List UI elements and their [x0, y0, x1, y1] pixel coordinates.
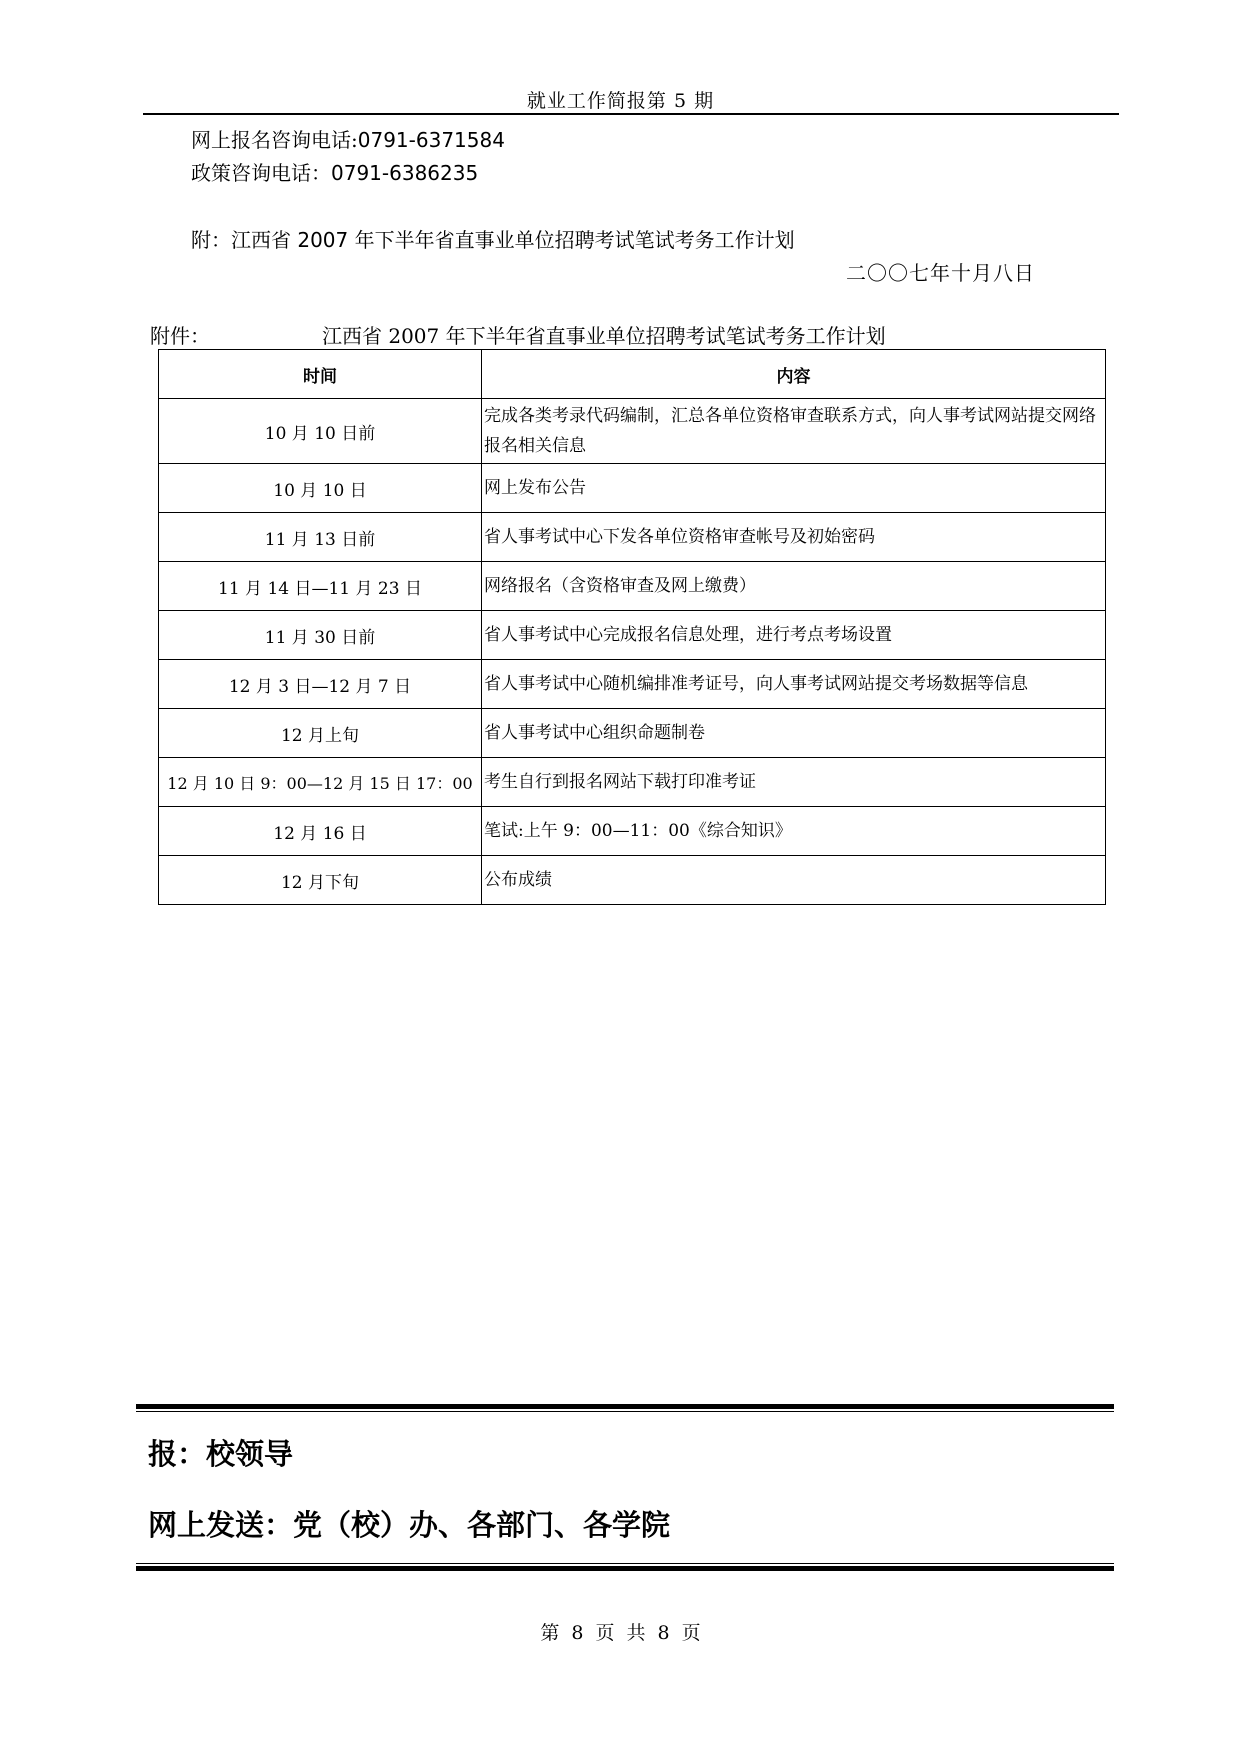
row-time: 12 月 3 日—12 月 7 日 [159, 660, 482, 709]
attachment-note-prefix: 附：江西省 [191, 228, 291, 252]
distribution-top-rule [136, 1404, 1114, 1411]
time-column-header: 时间 [159, 350, 482, 399]
header-title: 就业工作简报第 5 期 [526, 90, 715, 112]
policy-contact-phone: 0791-6386235 [331, 161, 479, 185]
table-row [159, 660, 1106, 709]
policy-contact-label: 政策咨询电话： [191, 161, 331, 185]
table-header-row [159, 350, 1106, 399]
table-row [159, 464, 1106, 513]
row-time: 10 月 10 日前 [159, 399, 482, 464]
send-to: 网上发送：党（校）办、各部门、各学院 [148, 1508, 671, 1542]
row-content: 公布成绩 [482, 856, 1106, 905]
row-time: 12 月下旬 [159, 856, 482, 905]
attachment-note [191, 224, 795, 253]
table-row [159, 807, 1106, 856]
row-time: 12 月 10 日 9：00—12 月 15 日 17：00 [159, 758, 482, 807]
header-rule [143, 113, 1119, 115]
table-row [159, 709, 1106, 758]
row-content: 网络报名（含资格审查及网上缴费） [482, 562, 1106, 611]
row-content: 省人事考试中心随机编排准考证号，向人事考试网站提交考场数据等信息 [482, 660, 1106, 709]
schedule-table [158, 349, 1106, 905]
policy-contact-line [191, 157, 478, 186]
table-row [159, 399, 1106, 464]
row-content: 省人事考试中心组织命题制卷 [482, 709, 1106, 758]
row-content: 笔试:上午 9：00—11：00《综合知识》 [482, 807, 1106, 856]
table-row [159, 856, 1106, 905]
attachment-title: 江西省 2007 年下半年省直事业单位招聘考试笔试考务工作计划 [322, 324, 886, 348]
page-footer: 第 8 页 共 8 页 [540, 1622, 701, 1644]
online-contact-label: 网上报名咨询电话: [191, 128, 358, 152]
attachment-label: 附件： [150, 324, 210, 348]
row-time: 11 月 30 日前 [159, 611, 482, 660]
online-contact-phone: 0791-6371584 [357, 128, 505, 152]
attachment-note-year: 2007 [297, 228, 349, 252]
row-time: 11 月 13 日前 [159, 513, 482, 562]
row-content: 省人事考试中心完成报名信息处理，进行考点考场设置 [482, 611, 1106, 660]
document-date: 二〇〇七年十月八日 [846, 261, 1035, 285]
distribution-bottom-rule [136, 1563, 1114, 1570]
table-row [159, 513, 1106, 562]
attachment-note-suffix: 年下半年省直事业单位招聘考试笔试考务工作计划 [354, 228, 795, 252]
content-column-header: 内容 [482, 350, 1106, 399]
report-to: 报：校领导 [148, 1437, 294, 1471]
row-time: 10 月 10 日 [159, 464, 482, 513]
row-time: 12 月 16 日 [159, 807, 482, 856]
row-time: 12 月上旬 [159, 709, 482, 758]
table-row [159, 758, 1106, 807]
online-contact-line [191, 124, 505, 153]
row-content: 完成各类考录代码编制，汇总各单位资格审查联系方式，向人事考试网站提交网络报名相关信息 [482, 399, 1106, 464]
row-content: 省人事考试中心下发各单位资格审查帐号及初始密码 [482, 513, 1106, 562]
table-row [159, 611, 1106, 660]
table-row [159, 562, 1106, 611]
row-content: 考生自行到报名网站下载打印准考证 [482, 758, 1106, 807]
row-content: 网上发布公告 [482, 464, 1106, 513]
row-time: 11 月 14 日—11 月 23 日 [159, 562, 482, 611]
